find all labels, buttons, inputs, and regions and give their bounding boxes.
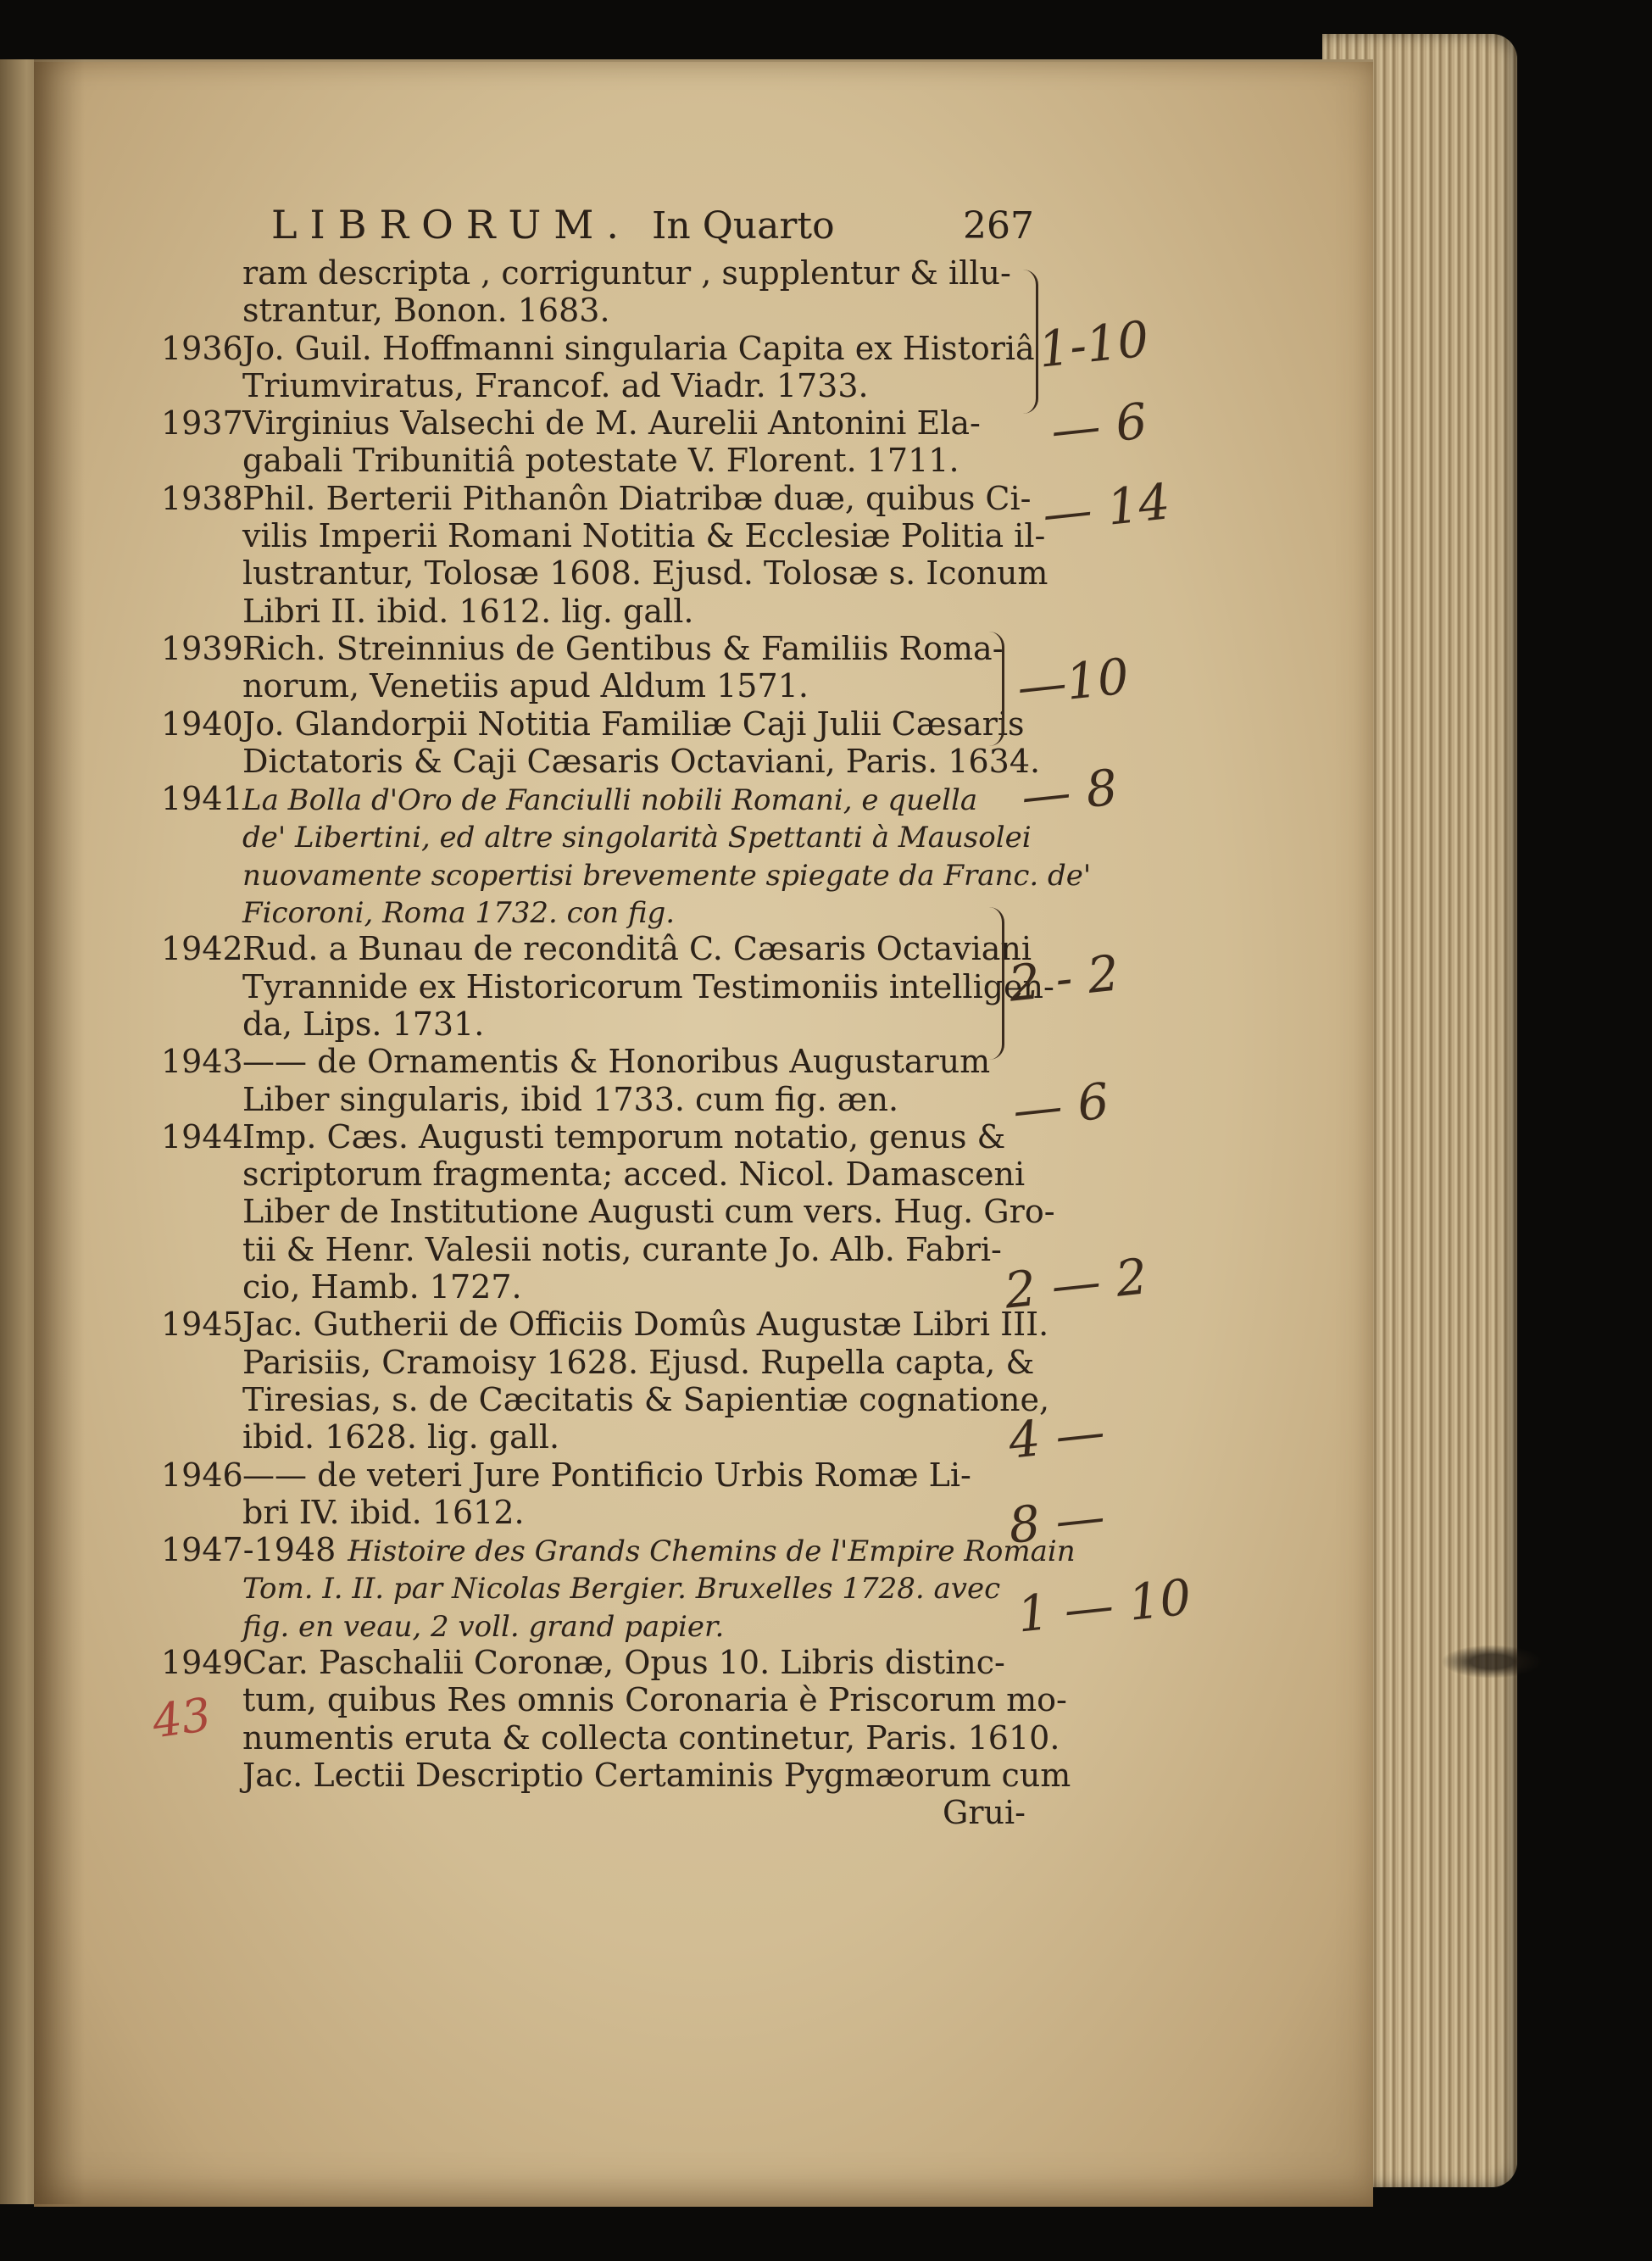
price-bracket [1017,270,1038,414]
catalogue-line [161,1681,1067,1719]
lot-number: 1946 [161,1456,243,1494]
price-bracket [983,632,1004,746]
running-head [271,202,1034,248]
entry-text: Libri II. ibid. 1612. lig. gall. [242,592,694,630]
catalogue-line [161,1268,1026,1306]
catalogue-line [161,1193,1055,1231]
entry-text: Jo. Guil. Hoffmanni singularia Capita ex Historiâ [242,329,1035,367]
handwritten-price: 8 — [1005,1487,1108,1555]
entry-text: scriptorum fragmenta; acced. Nicol. Damasceni [242,1156,1026,1194]
entry-text: da, Lips. 1731. [242,1005,485,1043]
entry-text: Virginius Valsechi de M. Aurelii Antonini Ela- [242,404,981,443]
handwritten-price: — 6 [1010,1072,1112,1139]
entry-text: Ficoroni, Roma 1732. con fig. [242,896,676,931]
lot-number: 1940 [161,704,243,743]
entry-text: Liber singularis, ibid 1733. cum fig. æn. [242,1080,899,1118]
catalogue-line [161,1494,1026,1531]
catalogue-line [161,1081,1026,1118]
price-bracket [983,907,1004,1060]
catalogue-line [161,593,1026,630]
catalogue-line [161,442,1026,479]
catalogue-line [161,742,1041,780]
catalogue-line [161,630,1026,667]
lot-number: 1941 [161,780,243,818]
entry-text: vilis Imperii Romani Notitia & Ecclesiæ Politia il- [242,517,1046,555]
entry-text: Tiresias, s. de Cæcitatis & Sapientiæ cognatione, [242,1380,1050,1418]
catalogue-line [161,292,1026,329]
catalogue-line [161,1380,1050,1418]
entry-text: La Bolla d'Oro de Fanciulli nobili Romani, e quella [242,783,978,818]
entry-text: Jac. Lectii Descriptio Certaminis Pygmæorum cum [242,1756,1071,1794]
entry-text: strantur, Bonon. 1683. [242,292,610,330]
entry-text: Parisiis, Cramoisy 1628. Ejusd. Rupella capta, & [242,1343,1035,1381]
handwritten-price: 1 — 10 [1015,1568,1194,1644]
catalogue-line [161,1531,1076,1569]
catalogue-line [161,1118,1026,1156]
entry-text: tii & Henr. Valesii notis, curante Jo. Alb. Fabri- [242,1230,1002,1268]
catalogue-line [161,1756,1071,1794]
running-head-title: LIBRORUM. [271,202,631,248]
catalogue-line [161,1456,1026,1494]
entry-text: cio, Hamb. 1727. [242,1268,522,1306]
catalogue-line [161,479,1032,517]
running-head-format: In Quarto [652,204,835,248]
handwritten-price: 1-10 [1035,309,1152,379]
entry-text: nuovamente scopertisi brevemente spiegate da Franc. de' [242,858,1092,893]
catalogue-line [161,517,1046,555]
entry-text: Imp. Cæs. Augusti temporum notatio, genus & [242,1117,1006,1156]
entry-text: norum, Venetiis apud Aldum 1571. [242,667,809,705]
catalogue-line [161,817,1032,855]
entry-text: Jac. Gutherii de Officiis Domûs Augustæ Libri III. [242,1306,1049,1344]
catalogue-line [161,1607,1026,1644]
entry-text: Histoire des Grands Chemins de l'Empire Romain [348,1534,1076,1569]
catalogue-line [161,404,1026,442]
catalogue-line [161,1156,1026,1193]
page-number: 267 [963,204,1034,248]
entry-text: de' Libertini, ed altre singolarità Spettanti à Mausolei [242,821,1032,855]
lot-number: 1936 [161,329,243,367]
entry-text: ram descripta , corriguntur , supplentur & illu- [242,254,1011,292]
catalogue-line [161,1568,1026,1606]
entry-text: numentis eruta & collecta continetur, Paris. 1610. [242,1718,1060,1757]
entry-text: Rud. a Bunau de reconditâ C. Cæsaris Octaviani [242,930,1032,968]
entry-text: Triumviratus, Francof. ad Viadr. 1733. [242,366,869,404]
handwritten-price: 4 — [1005,1402,1108,1470]
catalogue-line [161,930,1032,968]
entry-text: Tom. I. II. par Nicolas Bergier. Bruxelles 1728. avec [242,1572,1001,1607]
catalogue-line [161,1343,1035,1381]
handwritten-price: 2 — 2 [1001,1247,1150,1320]
lot-number: 1945 [161,1306,243,1344]
gutter-shadow [34,59,85,2204]
entry-text: fig. en veau, 2 voll. grand papier. [242,1609,725,1644]
entry-text: Phil. Berterii Pithanôn Diatribæ duæ, quibus Ci- [242,479,1032,517]
entry-text: lustrantur, Tolosæ 1608. Ejusd. Tolosæ s. Iconum [242,554,1048,593]
entry-text: gabali Tribunitiâ potestate V. Florent. 1711. [242,442,959,480]
handwritten-price: — 8 [1018,758,1121,826]
catalogue-line [161,780,1026,817]
entry-text: Liber de Institutione Augusti cum vers. Hug. Gro- [242,1193,1055,1231]
catalogue-line [161,554,1048,593]
entry-text: ibid. 1628. lig. gall. [242,1418,560,1456]
catalogue-line [161,1718,1060,1757]
handwritten-price: 2 - 2 [1005,944,1122,1013]
catalogue-line [161,1005,1026,1043]
entry-text: tum, quibus Res omnis Coronaria è Priscorum mo- [242,1681,1067,1719]
catalogue-line [161,329,1035,367]
catalogue-line [161,1644,1026,1681]
catalogue-line [161,893,1026,930]
lot-number: 1942 [161,930,243,968]
entry-text: Dictatoris & Caji Cæsaris Octaviani, Paris. 1634. [242,742,1041,780]
lot-number: 1938 [161,479,243,517]
entry-text: Rich. Streinnius de Gentibus & Familiis Roma- [242,629,1004,667]
handwritten-price: — 6 [1048,392,1150,459]
catalogue-line [161,1306,1049,1344]
ink-blot [1441,1645,1543,1679]
red-pencil-mark: 43 [148,1687,214,1749]
catalogue-line [161,855,1092,893]
catalogue-line [161,1418,1026,1456]
catchword: Grui- [943,1794,1026,1832]
catalogue-line [161,254,1026,292]
lot-number: 1943 [161,1043,243,1081]
catalogue-line [161,367,1026,404]
handwritten-price: — 14 [1039,472,1173,543]
catalogue-line [161,667,1026,704]
entry-text: —— de Ornamentis & Honoribus Augustarum [242,1043,991,1081]
lot-number: 1949 [161,1643,243,1681]
lot-number: 1944 [161,1117,243,1156]
catalogue-line [161,1231,1026,1268]
lot-number: 1937 [161,404,243,443]
entry-text: Car. Paschalii Coronæ, Opus 10. Libris distinc- [242,1643,1005,1681]
lot-number: 1947-1948 [161,1531,337,1569]
entry-text: Jo. Glandorpii Notitia Familiæ Caji Julii Cæsaris [242,704,1025,743]
catalogue-line [161,705,1026,743]
lot-number: 1939 [161,629,243,667]
catalogue-line [161,1794,1026,1831]
catalogue-line [161,967,1054,1005]
entry-text: —— de veteri Jure Pontificio Urbis Romæ Li- [242,1456,971,1494]
catalogue-line [161,1043,1026,1080]
entry-text: Tyrannide ex Historicorum Testimoniis intelligen- [242,967,1054,1005]
handwritten-price: —10 [1014,647,1132,716]
entry-text: bri IV. ibid. 1612. [242,1493,525,1531]
